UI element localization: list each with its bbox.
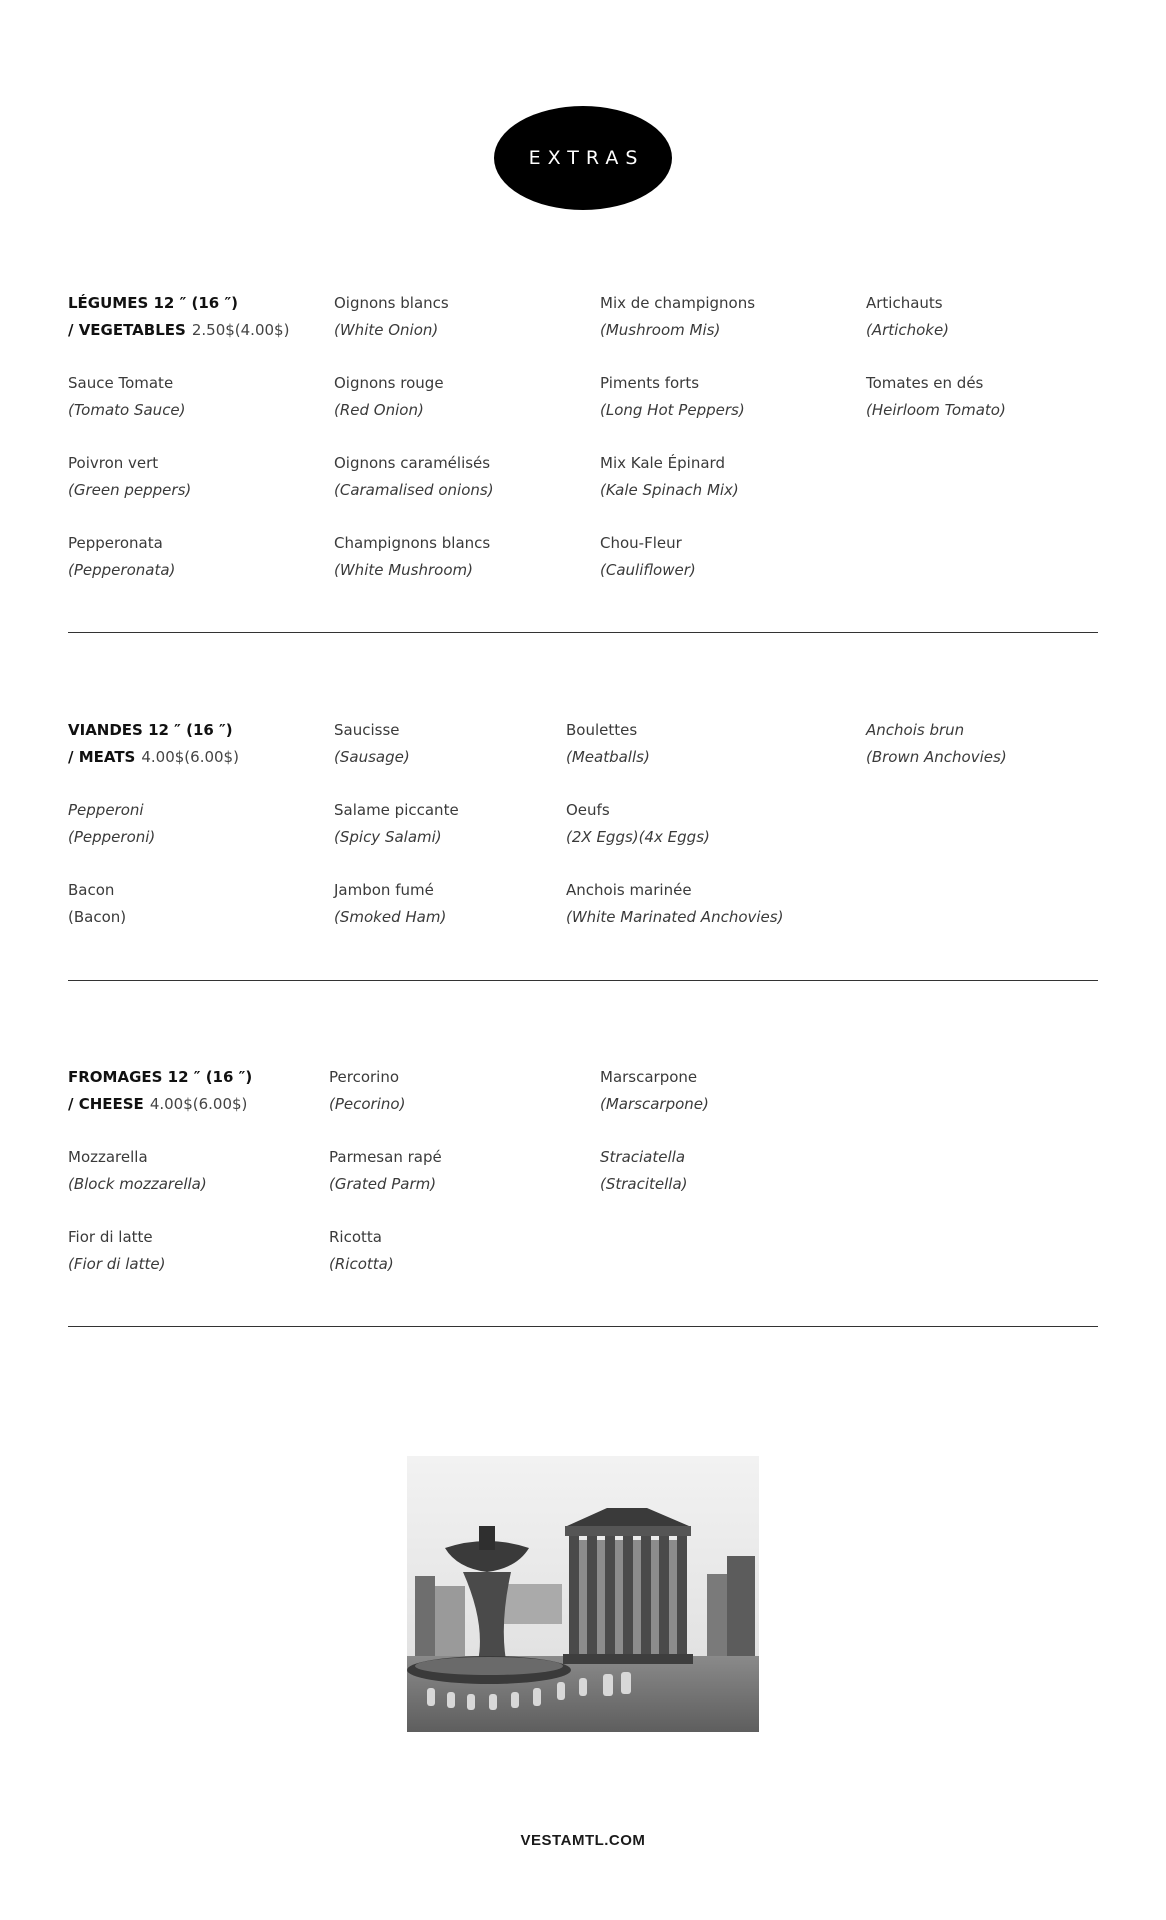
section-divider — [68, 632, 1098, 633]
list-item: Artichauts (Artichoke) — [866, 294, 950, 339]
list-item: Parmesan rapé (Grated Parm) — [329, 1148, 442, 1193]
list-item: Tomates en dés (Heirloom Tomato) — [866, 374, 1006, 419]
vegetables-heading-en: / VEGETABLES — [68, 321, 186, 339]
list-item: Poivron vert (Green peppers) — [68, 454, 192, 499]
list-item: Oignons blancs (White Onion) — [334, 294, 449, 339]
page-title: EXTRAS — [528, 147, 645, 169]
temple-fountain-photo — [407, 1456, 759, 1732]
vegetables-price: 2.50$(4.00$) — [191, 321, 290, 339]
list-item: Saucisse (Sausage) — [334, 721, 410, 766]
meats-heading-en: / MEATS — [68, 748, 136, 766]
section-divider — [68, 1326, 1098, 1327]
vegetables-heading: LÉGUMES 12 ″ (16 ″) / VEGETABLES 2.50$(4.00$) — [68, 294, 290, 339]
list-item: Pepperoni (Pepperoni) — [68, 801, 156, 846]
meats-section — [68, 717, 1098, 937]
list-item: Piments forts (Long Hot Peppers) — [600, 374, 745, 419]
list-item: Straciatella (Stracitella) — [600, 1148, 688, 1193]
list-item: Marscarpone (Marscarpone) — [600, 1068, 709, 1113]
list-item: Mozzarella (Block mozzarella) — [68, 1148, 207, 1193]
list-item: Boulettes (Meatballs) — [566, 721, 650, 766]
section-divider — [68, 980, 1098, 981]
list-item: Mix Kale Épinard (Kale Spinach Mix) — [600, 454, 739, 499]
list-item: Pepperonata (Pepperonata) — [68, 534, 176, 579]
meats-price: 4.00$(6.00$) — [141, 748, 239, 766]
list-item: Salame piccante (Spicy Salami) — [334, 801, 459, 846]
cheese-heading: FROMAGES 12 ″ (16 ″) / CHEESE 4.00$(6.00$) — [68, 1068, 253, 1113]
list-item: Ricotta (Ricotta) — [329, 1228, 394, 1273]
list-item: Mix de champignons (Mushroom Mis) — [600, 294, 756, 339]
list-item: Champignons blancs (White Mushroom) — [334, 534, 491, 579]
list-item: Bacon (Bacon) — [68, 881, 127, 926]
cheese-price: 4.00$(6.00$) — [149, 1095, 248, 1113]
list-item: Oeufs (2X Eggs)(4x Eggs) — [566, 801, 710, 846]
list-item: Jambon fumé (Smoked Ham) — [334, 881, 447, 926]
list-item: Anchois brun (Brown Anchovies) — [866, 721, 1007, 766]
cheese-section — [68, 1064, 1098, 1284]
meats-heading: VIANDES 12 ″ (16 ″) / MEATS 4.00$(6.00$) — [68, 721, 239, 766]
extras-title-badge — [494, 106, 672, 210]
list-item: Oignons rouge (Red Onion) — [334, 374, 444, 419]
cheese-heading-en: / CHEESE — [68, 1095, 144, 1113]
list-item: Percorino (Pecorino) — [329, 1068, 406, 1113]
list-item: Sauce Tomate (Tomato Sauce) — [68, 374, 186, 419]
vegetables-section — [68, 290, 1098, 590]
website-footer: VESTAMTL.COM — [520, 1832, 646, 1849]
list-item: Fior di latte (Fior di latte) — [68, 1228, 166, 1273]
list-item: Chou-Fleur (Cauliflower) — [600, 534, 696, 579]
list-item: Anchois marinée (White Marinated Anchovies) — [566, 881, 784, 926]
list-item: Oignons caramélisés (Caramalised onions) — [334, 454, 494, 499]
